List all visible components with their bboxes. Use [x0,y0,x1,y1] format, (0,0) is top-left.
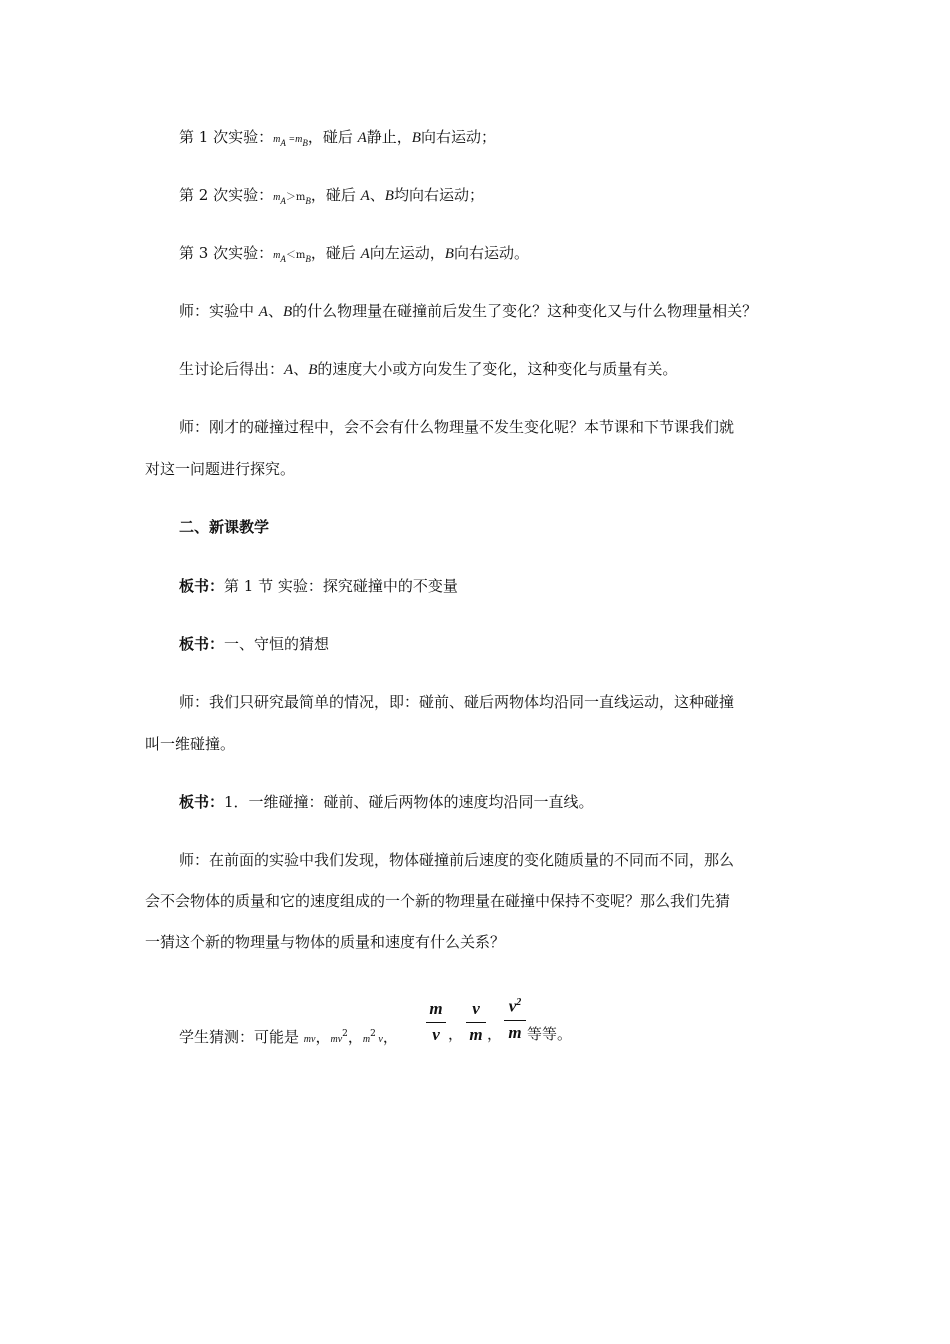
teacher1-b: B [282,304,293,320]
guess-sep1: ， [315,1028,331,1046]
exp1-b: B [411,130,421,146]
experiment-3-line [145,233,859,279]
exp1-rest: ，碰后 [307,128,358,146]
teacher1-post: 的什么物理量在碰撞前后发生了变化？这种变化又与什么物理量相关？ [292,302,758,320]
board2-text: 一、守恒的猜想 [224,635,330,653]
fraction2-denominator: m [469,1025,483,1044]
exp2-sub-a: A [280,196,286,206]
section-heading: 二、新课教学 [179,518,270,536]
experiment-2-line [145,175,859,221]
teacher-paragraph-3-line-1: 师：我们只研究最简单的情况，即：碰前、碰后两物体均沿同一直线运动，这种碰撞 [179,693,735,711]
board-note-2 [145,624,859,664]
guess-term-mv2-sup: 2 [342,1029,348,1039]
exp1-m: m [273,134,281,145]
fraction3-numerator-sup: 2 [516,997,522,1008]
fraction2-bar [466,1022,486,1023]
fraction2-numerator: v [472,999,480,1018]
exp2-rest2: 、 [369,186,385,204]
guess-sep3: ， [382,1028,398,1046]
fraction3-denominator: m [508,1022,522,1042]
guess-term-mv2: mv [330,1034,343,1045]
exp2-rest: ，碰后 [310,186,361,204]
student1-pre: 生讨论后得出： [179,360,285,378]
teacher-paragraph-3-line-2: 叫一维碰撞。 [145,735,236,753]
teacher-paragraph-2-line-1: 师：刚才的碰撞过程中，会不会有什么物理量不发生变化呢？本节课和下节课我们就 [179,418,735,436]
exp3-rest2: 向左运动， [369,244,445,262]
exp1-a: A [357,130,367,146]
exp2-b: B [384,188,394,204]
teacher-question-1 [145,291,859,332]
exp3-eq: ＜m [285,250,306,261]
exp3-sub-a: A [280,254,286,264]
guess-term-m2v: m [362,1034,371,1045]
teacher1-sep: 、 [267,302,283,320]
exp1-sub-b: B [302,138,308,148]
student1-post: 的速度大小或方向发生了变化，这种变化与质量有关。 [317,360,678,378]
exp2-a: A [360,188,370,204]
guess-sep2: ， [347,1028,363,1046]
board-note-1 [145,566,859,606]
exp1-eq: =m [285,134,303,145]
exp1-rest2: 静止， [366,128,412,146]
exp1-rest3: 向右运动； [420,128,496,146]
exp3-rest3: 向右运动。 [453,244,529,262]
board2-label: 板书： [179,635,225,653]
exp3-rest: ，碰后 [310,244,361,262]
teacher-paragraph-2-line-2: 对这一问题进行探究。 [145,460,296,478]
exp3-a: A [360,246,370,262]
guess-sep4: ， [448,1025,464,1043]
fraction1-bar [426,1022,446,1023]
exp2-sub-b: B [305,196,311,206]
fraction3-numerator [504,994,526,1016]
fraction-v2-over-m [504,994,526,1042]
guess-pre: 学生猜测：可能是 [179,1028,304,1046]
exp2-label: 第 2 次实验： [179,186,274,204]
fraction1-numerator: m [429,999,443,1018]
teacher1-a: A [258,304,268,320]
exp3-b: B [444,246,454,262]
board1-text: 第 1 节 实验：探究碰撞中的不变量 [224,577,458,595]
fraction3-bar [504,1020,526,1021]
exp2-eq: ＞m [285,192,306,203]
board-note-3 [145,782,859,822]
fraction-m-over-v [426,1000,446,1044]
exp3-label: 第 3 次实验： [179,244,274,262]
fraction-v-over-m [466,1000,486,1044]
exp2-m: m [273,192,281,203]
teacher1-pre: 师：实验中 [179,302,259,320]
student-answer-1 [145,349,859,390]
exp1-sub-a: A [280,138,286,148]
board1-label: 板书： [179,577,225,595]
fraction3-numerator-v: v [508,996,517,1016]
guess-term-m2v-sup: 2 [370,1029,376,1039]
exp1-label: 第 1 次实验： [179,128,274,146]
student1-a: A [284,362,294,378]
student1-b: B [308,362,318,378]
board3-text: 1．一维碰撞：碰前、碰后两物体的速度均沿同一直线。 [224,793,594,811]
student1-sep: 、 [293,360,309,378]
exp2-rest3: 均向右运动； [393,186,484,204]
guess-term-mv: mv [303,1034,316,1045]
exp3-sub-b: B [305,254,311,264]
guess-post: 等等。 [527,1025,573,1043]
experiment-1-line [145,117,859,163]
board3-label: 板书： [179,793,225,811]
guess-term-m2v-v: v [375,1034,383,1045]
teacher-paragraph-4-line-2: 会不会物体的质量和它的速度组成的一个新的物理量在碰撞中保持不变呢？那么我们先猜 [145,892,731,910]
teacher-paragraph-4-line-1: 师：在前面的实验中我们发现，物体碰撞前后速度的变化随质量的不同而不同，那么 [179,851,735,869]
guess-sep5: ， [487,1025,503,1043]
fraction1-denominator: v [432,1025,440,1044]
exp3-m: m [273,250,281,261]
teacher-paragraph-4-line-3: 一猜这个新的物理量与物体的质量和速度有什么关系？ [145,933,506,951]
